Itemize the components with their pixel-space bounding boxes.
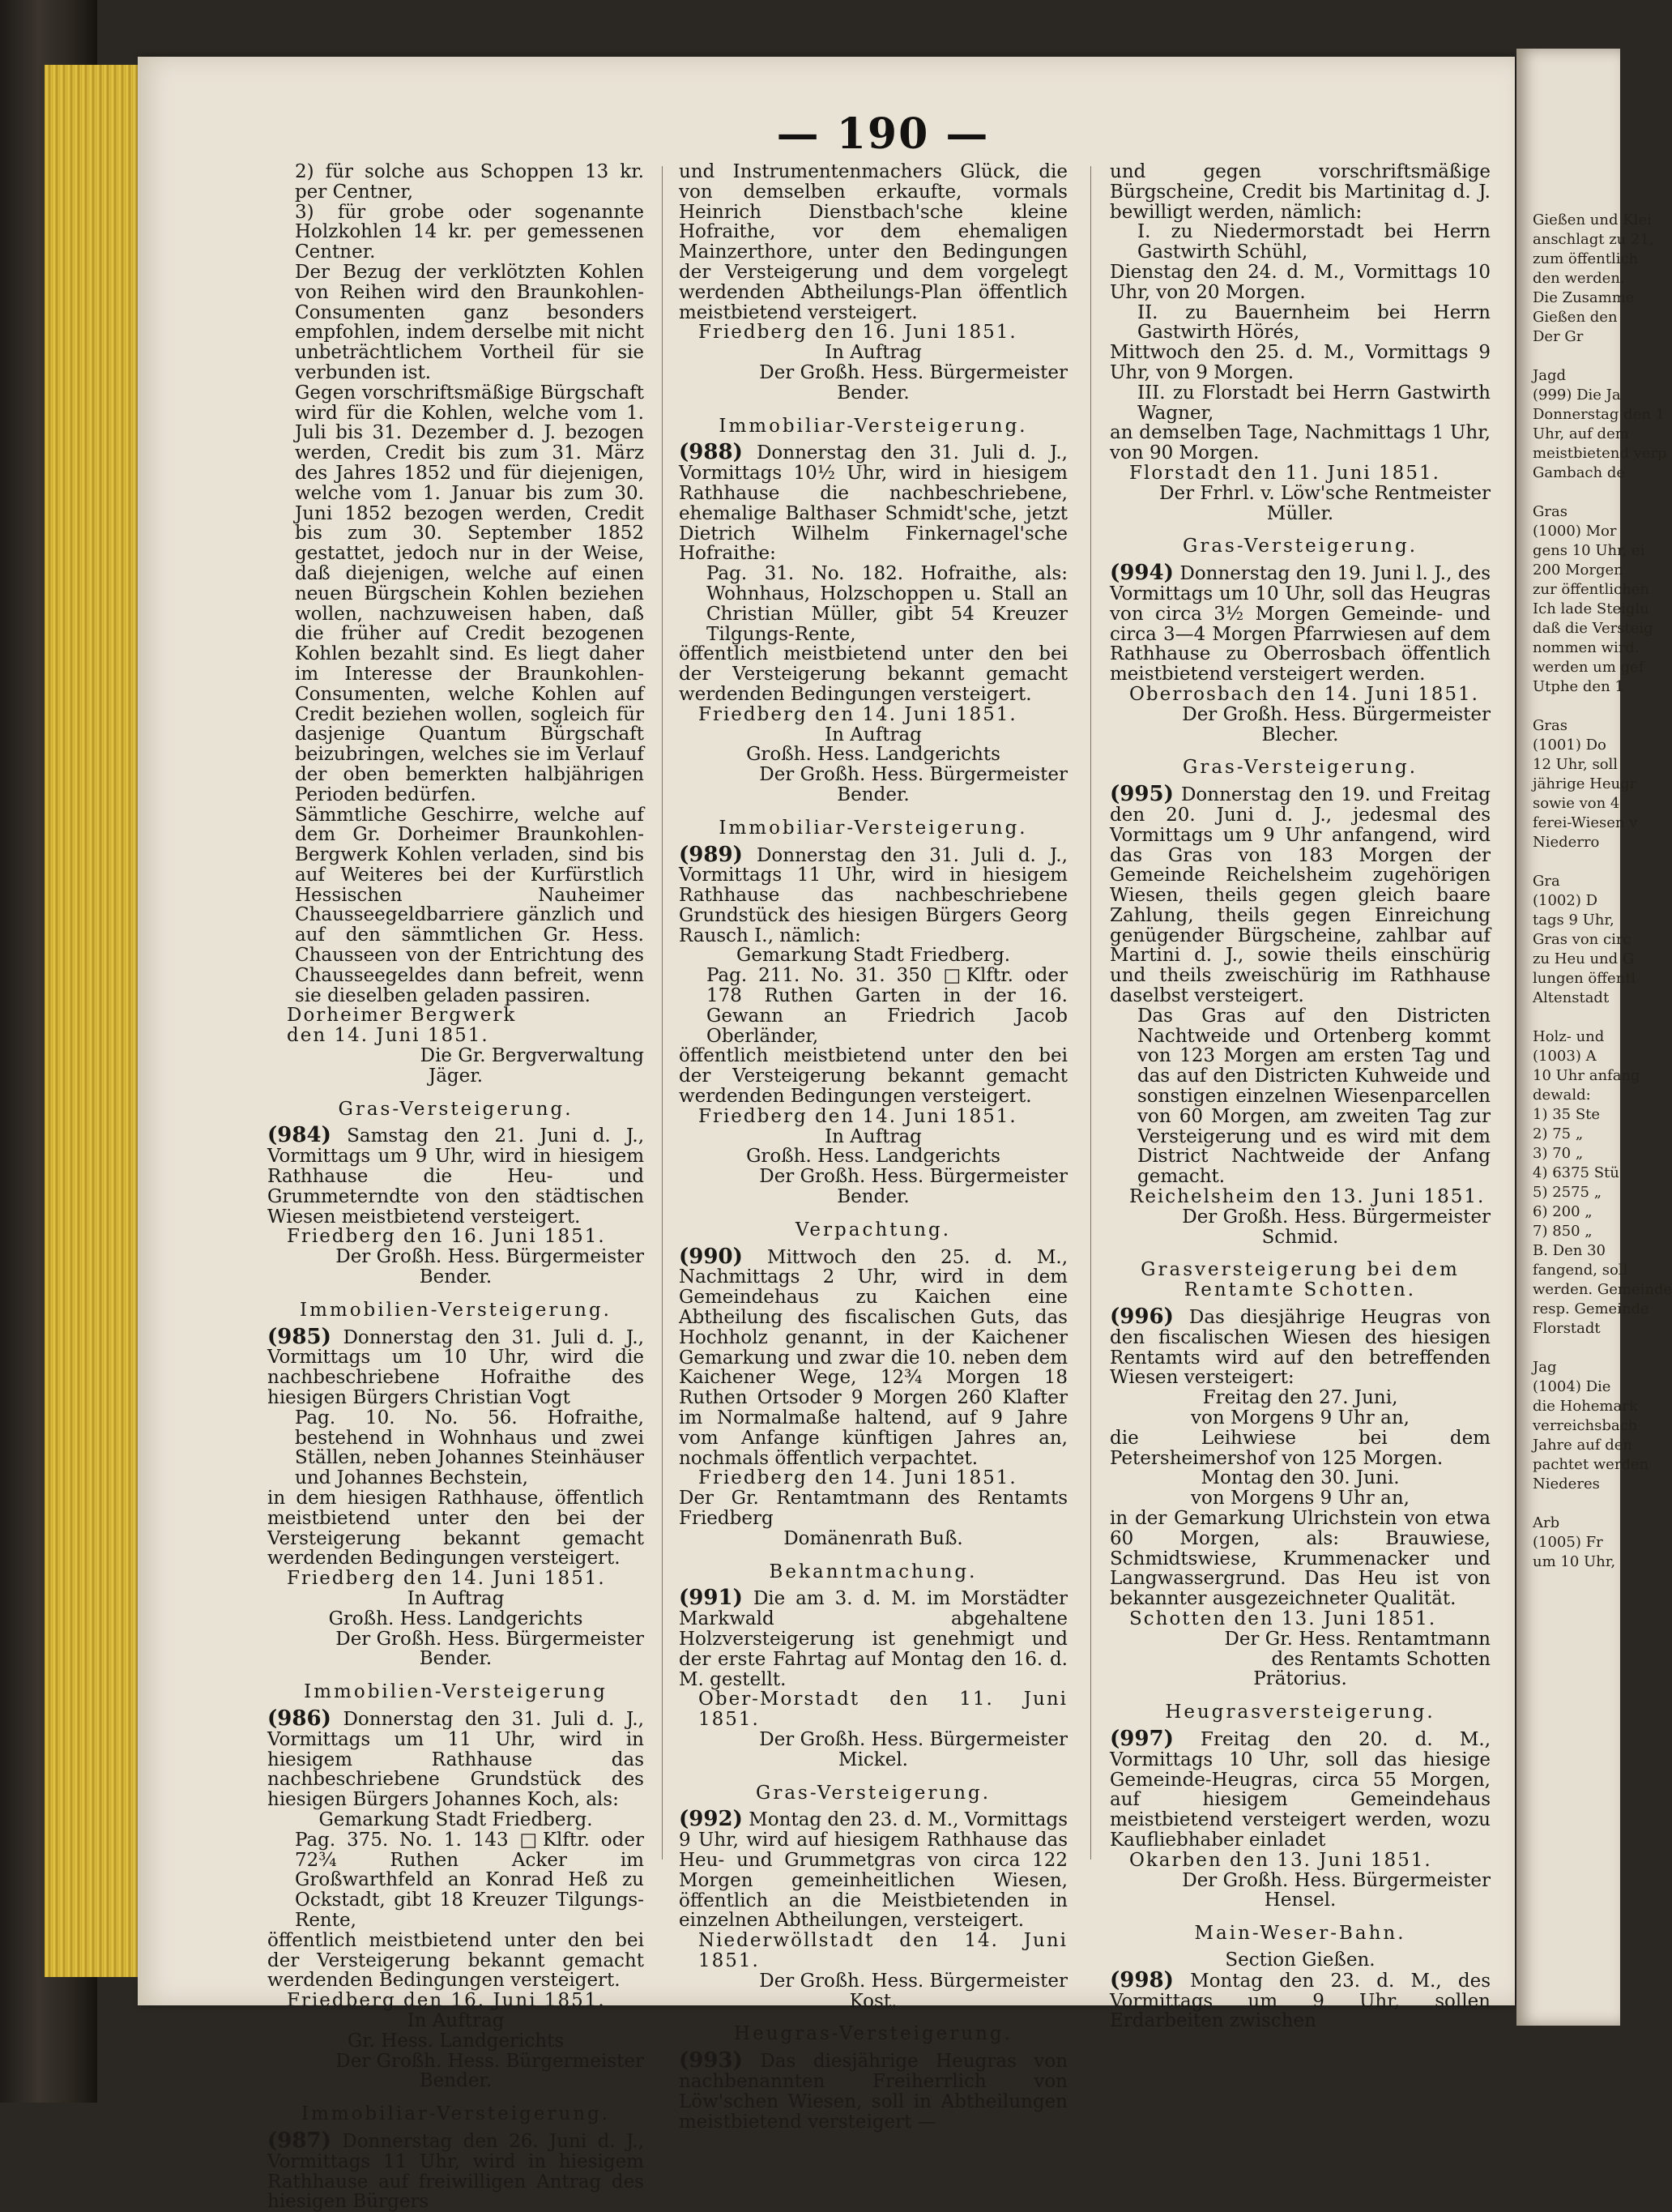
notice-heading: Heugras-Versteigerung. <box>734 2023 1013 2045</box>
place-date: Friedberg den 14. Juni 1851. <box>698 1105 1017 1127</box>
notice-text: Das diesjährige Heugras von den fiscalischen Wiesen des hiesigen Rentamts wird auf den betreffenden Wiesen versteigert: <box>1110 1307 1491 1389</box>
signature-office: Der Großh. Hess. Bürgermeister <box>335 2050 644 2072</box>
place-date: Ober-Morstadt den 11. Juni 1851. <box>698 1689 1068 1731</box>
notice-text: Donnerstag den 31. Juli d. J., Vormittags um 11 Uhr, wird in hiesigem Rathhause das nachbeschriebene Grundstück des hiesigen Bürgers Johannes Koch, als: <box>267 1708 644 1811</box>
notice-number: (990) <box>679 1244 743 1269</box>
notice-heading: Immobiliar-Versteigerung. <box>719 817 1028 839</box>
notice-989 <box>679 842 1068 946</box>
notice-991 <box>679 1588 1068 1689</box>
column-2 <box>679 161 1068 2133</box>
tariff-line: 3) für grobe oder sogenannte Holzkohlen 14 kr. per gemessenen Centner. <box>295 201 644 263</box>
authority-line: In Auftrag <box>825 1125 922 1147</box>
signature-name: Bender. <box>837 1186 910 1208</box>
notice-text: öffentlich meistbietend unter den bei der Versteigerung bekannt gemacht werdenden Bedingungen versteigert. <box>267 1929 644 1992</box>
signature-office: Der Frhrl. v. Löw'sche Rentmeister <box>1159 482 1491 504</box>
signature-name: Müller. <box>1266 502 1334 524</box>
notice-number: (985) <box>267 1324 331 1349</box>
notice-number: (995) <box>1110 782 1174 807</box>
notice-heading: Gras-Versteigerung. <box>1182 536 1418 557</box>
place-date: Friedberg den 14. Juni 1851. <box>698 1467 1017 1489</box>
notice-text: Donnerstag den 31. Juli d. J., Vormittags 11 Uhr, wird in hiesigem Rathhause das nachbeschriebene Grundstück des hiesigen Bürgers Georg Rausch I., nämlich: <box>679 844 1068 946</box>
signature-office: Der Großh. Hess. Bürgermeister <box>759 361 1068 383</box>
notice-997 <box>1110 1726 1491 1851</box>
authority-line: In Auftrag <box>407 1587 505 1609</box>
location-line: II. zu Bauernheim bei Herrn Gastwirth Hörés, <box>1137 301 1491 344</box>
column-3 <box>1110 161 1491 2032</box>
notice-993 <box>679 2048 1068 2133</box>
place-date: Florstadt den 11. Juni 1851. <box>1129 462 1440 484</box>
notice-text: Donnerstag den 31. Juli d. J., Vormittags 10½ Uhr, wird in hiesigem Rathhause die nachbeschriebene, ehemalige Balthaser Schmidt'sche, jetzt Dietrich Wilhelm Finkernagel'sche Hofraithe: <box>679 442 1068 565</box>
notice-heading: Immobiliar-Versteigerung. <box>719 415 1028 437</box>
place-date: Reichelsheim den 13. Juni 1851. <box>1129 1186 1486 1208</box>
page-number: — 190 — <box>776 109 990 159</box>
notice-text: und Instrumentenmachers Glück, die von demselben erkaufte, vormals Heinrich Dienstbach'sche kleine Hofraithe, vor dem ehemaligen Mainzerthore, unter den Bedingungen der Versteigerung und dem vorgelegt werdenden Abtheilungs-Plan öffentlich meistbietend versteigert. <box>679 161 1068 323</box>
time-line: von Morgens 9 Uhr an, <box>1191 1488 1410 1510</box>
notice-heading: Main-Weser-Bahn. <box>1194 1923 1406 1945</box>
date-line: Montag den 30. Juni. <box>1201 1467 1400 1489</box>
signature-name: Bender. <box>419 1266 493 1288</box>
gilt-page-edges <box>45 65 146 1977</box>
column-rule <box>1090 166 1091 1860</box>
location-line: III. zu Florstadt bei Herrn Gastwirth Wagner, <box>1137 382 1491 424</box>
notice-heading: Bekanntmachung. <box>769 1561 978 1582</box>
authority-line: In Auftrag <box>825 724 922 745</box>
notice-number: (997) <box>1110 1726 1174 1751</box>
notice-number: (996) <box>1110 1305 1174 1330</box>
place-date: Friedberg den 16. Juni 1851. <box>698 322 1017 344</box>
location-time: an demselben Tage, Nachmittags 1 Uhr, von 90 Morgen. <box>1110 422 1491 464</box>
paragraph: Gegen vorschriftsmäßige Bürgschaft wird für die Kohlen, welche vom 1. Juli bis 31. Dezember d. J. bezogen werden, Credit bis zum 31. März des Jahres 1852 und für diejenigen, welche vom 1. Januar bis zum 30. Juni 1852 bezogen werden, Credit bis zum 30. September 1852 gestattet, jedoch nur in der Weise, daß diejenigen, welche auf einen neuen Bürgschein Kohlen beziehen wollen, nachzuweisen haben, daß die früher auf Credit bezogenen Kohlen bezahlt sind. Es liegt daher im Interesse der Braunkohlen-Consumenten, welche Kohlen auf Credit beziehen wollen, sogleich für dasjenige Quantum Bürgschaft beizubringen, welches sie im Verlauf der oben bemerkten halbjährigen Perioden bedürfen. <box>295 382 644 805</box>
notice-986 <box>267 1706 644 1811</box>
notice-990 <box>679 1244 1068 1469</box>
notice-992 <box>679 1809 1068 1931</box>
notice-number: (992) <box>679 1807 743 1832</box>
notice-text: Montag den 23. d. M., des Vormittags um 9 Uhr, sollen Erdarbeiten zwischen <box>1110 1970 1491 2032</box>
location-time: Mittwoch den 25. d. M., Vormittags 9 Uhr, von 9 Morgen. <box>1110 342 1491 383</box>
signature-office: Die Gr. Bergverwaltung <box>420 1045 644 1067</box>
signature-name: Mickel. <box>838 1749 908 1770</box>
notice-988 <box>679 442 1068 564</box>
signature-name: Hensel. <box>1264 1890 1337 1911</box>
signature-name: Blecher. <box>1261 724 1339 745</box>
notice-text: Donnerstag den 31. Juli d. J., Vormittags um 10 Uhr, wird die nachbeschriebene Hofraithe des hiesigen Bürgers Christian Vogt <box>267 1326 644 1409</box>
notice-text: in dem hiesigen Rathhause, öffentlich meistbietend unter den bei der Versteigerung bekannt gemacht werdenden Bedingungen versteigert. <box>267 1488 644 1569</box>
notice-996 <box>1110 1307 1491 1388</box>
signature-name: Schmid. <box>1261 1226 1339 1248</box>
notice-number: (988) <box>679 440 743 465</box>
paragraph: Sämmtliche Geschirre, welche auf dem Gr. Dorheimer Braunkohlen-Bergwerk Kohlen verladen, sind bis auf Weiteres bei der Kurfürstlich Hessischen Nauheimer Chausseegeldbarriere gänzlich und auf den sämmtlichen Gr. Hess. Chausseen von der Entrichtung des Chausseegeldes dann befreit, wenn sie dieselben geladen passiren. <box>295 804 644 1006</box>
signature-office: Der Gr. Hess. Rentamtmann <box>1224 1628 1491 1650</box>
notice-item: Pag. 31. No. 182. Hofraithe, als: Wohnhaus, Holzschoppen u. Stall an Christian Müller, gibt 54 Kreuzer Tilgungs-Rente, <box>706 563 1068 645</box>
notice-number: (984) <box>267 1123 331 1148</box>
notice-text: Freitag den 20. d. M., Vormittags 10 Uhr, soll das hiesige Gemeinde-Heugras, circa 55 Morgen, auf hiesigem Gemeindehaus meistbietend versteigert werden, wozu Kaufliebhaber einladet <box>1110 1728 1491 1851</box>
notice-985 <box>267 1324 644 1409</box>
signature-office: Der Großh. Hess. Bürgermeister <box>1182 1869 1491 1891</box>
facing-page-text: Gießen und Klei anschlagt zu 21, zum öffentlich den werden. Die Zusamme Gießen den Der Gr Jagd (999) Die Ja Donnerstag den 1 Uhr, auf dem meistbietend verp Gambach de Gras (1000) Mor gens 10 Uhr, ei 200 Morgen zur öffentlichen Ich lade Steiglu daß die Versteig nommen wird. werden um gef Utphe den 1 Gras (1001) Do 12 Uhr, soll jährige Heugr sowie von 4 ferei-Wiesen v Niederro Gra (1002) D tags 9 Uhr, Gras von circ zu Heu und G lungen öffentl Altenstadt Holz- und (1003) A 10 Uhr anfang dewald: 1) 35 Ste 2) 75 „ 3) 70 „ 4) 6375 Stü 5) 2575 „ 6) 200 „ 7) 850 „ B. Den 30 fangend, soll werden. Gemeinde resp. Gemeinde Florstadt Jag (1004) Die die Hohemark verreichsbach Jahre auf den pachtet werden Niederes Arb (1005) Fr um 10 Uhr, <box>1533 211 1672 1570</box>
notice-item: Pag. 211. No. 31. 350 □Klftr. oder 178 Ruthen Garten in der 16. Gewann an Friedrich Jacob Oberländer, <box>706 965 1068 1047</box>
notice-number: (991) <box>679 1586 743 1611</box>
notice-subheading: Gemarkung Stadt Friedberg. <box>736 945 1011 967</box>
place-date: Schotten den 13. Juni 1851. <box>1129 1608 1437 1629</box>
notice-987 <box>267 2128 645 2212</box>
authority-line: Gr. Hess. Landgerichts <box>347 2030 565 2052</box>
notice-text: die Leihwiese bei dem Petersheimershof von 125 Morgen. <box>1110 1427 1491 1469</box>
signature-office: Der Gr. Rentamtmann des Rentamts Friedberg <box>679 1488 1068 1529</box>
place-date: Friedberg den 14. Juni 1851. <box>287 1568 606 1590</box>
place-date: Okarben den 13. Juni 1851. <box>1129 1849 1432 1871</box>
signature-office: Der Großh. Hess. Bürgermeister <box>1182 1206 1491 1228</box>
notice-number: (993) <box>679 2048 743 2073</box>
notice-text: in der Gemarkung Ulrichstein von etwa 60 Morgen, als: Brauwiese, Schmidtswiese, Krummenacker und Langwassergrund. Das Heu ist von bekannter ausgezeichneter Qualität. <box>1110 1508 1491 1610</box>
notice-heading: Gras-Versteigerung. <box>755 1782 992 1804</box>
notice-heading: Immobiliar-Versteigerung. <box>301 2103 611 2125</box>
place: Dorheimer Bergwerk <box>287 1005 517 1027</box>
place-date: Oberrosbach den 14. Juni 1851. <box>1129 683 1479 705</box>
notice-heading: Verpachtung. <box>795 1219 952 1241</box>
signature-name: Bender. <box>837 382 910 404</box>
authority-line: Großh. Hess. Landgerichts <box>746 1146 1000 1168</box>
notice-text: Mittwoch den 25. d. M., Nachmittags 2 Uhr, wird in dem Gemeindehaus zu Kaichen eine Abtheilung des fiscalischen Guts, das Hochholz genannt, in der Kaichener Gemarkung und zwar die 10. neben dem Kaichener Wege, 12¾ Morgen 18 Ruthen Ortsoder 9 Morgen 260 Klafter im Normalmaße haltend, auf 9 Jahre vom Anfange künftigen Jahres an, nochmals öffentlich verpachtet. <box>679 1246 1068 1469</box>
signature-office: Der Großh. Hess. Bürgermeister <box>335 1628 644 1650</box>
notice-text: öffentlich meistbietend unter den bei der Versteigerung bekannt gemacht werdenden Bedingungen versteigert. <box>679 1045 1068 1108</box>
authority-line: In Auftrag <box>407 2009 505 2031</box>
authority-line: Großh. Hess. Landgerichts <box>746 744 1000 766</box>
notice-998 <box>1110 1967 1491 2032</box>
notice-heading: Heugrasversteigerung. <box>1165 1702 1435 1723</box>
notice-number: (989) <box>679 842 743 867</box>
notice-text: Donnerstag den 19. Juni l. J., des Vormittags um 10 Uhr, soll das Heugras von circa 3½ Morgen Gemeinde- und circa 3—4 Morgen Pfarrwiesen auf dem Rathhause zu Oberrosbach öffentlich meistbietend versteigert werden. <box>1110 563 1491 685</box>
paragraph: Der Bezug der verklötzten Kohlen von Reihen wird den Braunkohlen-Consumenten ganz besonders empfohlen, indem derselbe mit nicht unbeträchtlichem Vortheil für sie verbunden ist. <box>295 261 644 383</box>
notice-heading: Immobilien-Versteigerung. <box>300 1299 612 1321</box>
notice-heading: Gras-Versteigerung. <box>1182 757 1418 779</box>
column-rule <box>662 166 663 1860</box>
notice-number: (998) <box>1110 1967 1174 1992</box>
notice-subheading: Gemarkung Stadt Friedberg. <box>318 1808 593 1830</box>
notice-subheading: Section Gießen. <box>1225 1949 1376 1971</box>
tariff-line: 2) für solche aus Schoppen 13 kr. per Centner, <box>295 161 644 203</box>
paragraph: Das Gras auf den Districten Nachtweide und Ortenberg kommt von 123 Morgen am ersten Tag und das auf den Districten Kuhweide und sonstigen einzelnen Wiesenparcellen von 60 Morgen, am zweiten Tag zur Versteigerung und es wird mit dem District Nachtweide der Anfang gemacht. <box>1137 1005 1491 1188</box>
signature-name: Bender. <box>837 784 910 805</box>
signature-office: des Rentamts Schotten <box>1271 1648 1491 1670</box>
place-date: Friedberg den 16. Juni 1851. <box>287 1226 606 1248</box>
column-1 <box>267 161 645 2212</box>
notice-995 <box>1110 784 1491 1006</box>
signature-office: Der Großh. Hess. Bürgermeister <box>335 1246 644 1268</box>
date-line: Freitag den 27. Juni, <box>1202 1387 1398 1409</box>
notice-heading: Gras-Versteigerung. <box>338 1098 574 1120</box>
place-date: Niederwöllstadt den 14. Juni 1851. <box>698 1930 1068 1971</box>
signature-office: Der Großh. Hess. Bürgermeister <box>759 1166 1068 1188</box>
notice-item: Pag. 10. No. 56. Hofraithe, bestehend in Wohnhaus und zwei Ställen, neben Johannes Steinhäuser und Johannes Bechstein, <box>295 1407 644 1489</box>
signature-name: Jäger. <box>428 1065 484 1087</box>
notice-heading: Immobilien-Versteigerung <box>304 1681 608 1703</box>
notice-item: Pag. 375. No. 1. 143 □Klftr. oder 72¾ Ruthen Acker im Großwarthfeld an Konrad Heß zu Ockstadt, gibt 18 Kreuzer Tilgungs-Rente, <box>295 1829 644 1931</box>
location-time: Dienstag den 24. d. M., Vormittags 10 Uhr, von 20 Morgen. <box>1110 261 1491 303</box>
signature-office: Der Großh. Hess. Bürgermeister <box>1182 703 1491 725</box>
notice-text: Montag den 23. d. M., Vormittags 9 Uhr, wird auf hiesigem Rathhause das Heu- und Grummetgras von circa 122 Morgen gemeinheitlichen Wiesen, öffentlich an die Meistbietenden in einzelnen Abtheilungen, versteigert. <box>679 1809 1068 1932</box>
authority-line: Großh. Hess. Landgerichts <box>328 1608 583 1629</box>
location-line: I. zu Niedermorstadt bei Herrn Gastwirth Schühl, <box>1137 221 1491 263</box>
notice-994 <box>1110 563 1491 685</box>
signature-office: Der Großh. Hess. Bürgermeister <box>759 764 1068 786</box>
place-date: Friedberg den 14. Juni 1851. <box>698 703 1017 725</box>
signature-name: Bender. <box>419 2070 493 2092</box>
signature-office: Der Großh. Hess. Bürgermeister <box>759 1728 1068 1750</box>
signature-name: Prätorius. <box>1253 1668 1347 1690</box>
notice-text: Samstag den 21. Juni d. J., Vormittags um 9 Uhr, wird in hiesigem Rathhause die Heu- und Grummeterndte von den städtischen Wiesen meistbietend versteigert. <box>267 1125 645 1228</box>
notice-984 <box>267 1125 644 1227</box>
signature-name: Domänenrath Buß. <box>783 1527 963 1549</box>
place-date: Friedberg den 16. Juni 1851. <box>287 1990 606 2012</box>
notice-text: Donnerstag den 19. und Freitag den 20. Juni d. J., jedesmal des Vormittags um 9 Uhr anfangend, wird das Gras von 183 Morgen der Gemeinde Reichelsheim zugehörigen Wiesen, theils gegen gleich baare Zahlung, theils gegen Einreichung genügender Bürgscheine, zahlbar auf Martini d. J., sowie theils einschürig und theils zweischürig im Rathhause daselbst versteigert. <box>1110 784 1491 1007</box>
signature-name: Bender. <box>419 1648 493 1670</box>
authority-line: In Auftrag <box>825 342 922 364</box>
notice-text: Die am 3. d. M. im Morstädter Markwald abgehaltene Holzversteigerung ist genehmigt und der erste Fahrtag auf Montag den 16. d. M. gestellt. <box>679 1588 1068 1690</box>
notice-number: (994) <box>1110 561 1174 586</box>
notice-text: Donnerstag den 26. Juni d. J., Vormittags 11 Uhr, wird in hiesigem Rathhause auf freiwilligen Antrag des hiesigen Bürgers <box>267 2130 645 2212</box>
signature-name: Kost. <box>849 1990 898 2012</box>
notice-text: und gegen vorschriftsmäßige Bürgscheine, Credit bis Martinitag d. J. bewilligt werden, nämlich: <box>1110 161 1491 223</box>
notice-number: (987) <box>267 2128 331 2153</box>
notice-text: öffentlich meistbietend unter den bei der Versteigerung bekannt gemacht werdenden Bedingungen versteigert. <box>679 643 1068 705</box>
signature-office: Der Großh. Hess. Bürgermeister <box>759 1970 1068 1992</box>
notice-number: (986) <box>267 1706 331 1731</box>
date: den 14. Juni 1851. <box>287 1025 489 1047</box>
facing-page <box>1516 49 1672 2026</box>
notice-text: Das diesjährige Heugras von nachbenannten Freiherrlich von Löw'schen Wiesen, soll in Abtheilungen meistbietend versteigert — <box>679 2051 1068 2133</box>
notice-heading: Grasversteigerung bei dem Rentamte Schotten. <box>1141 1259 1460 1301</box>
time-line: von Morgens 9 Uhr an, <box>1191 1407 1410 1429</box>
